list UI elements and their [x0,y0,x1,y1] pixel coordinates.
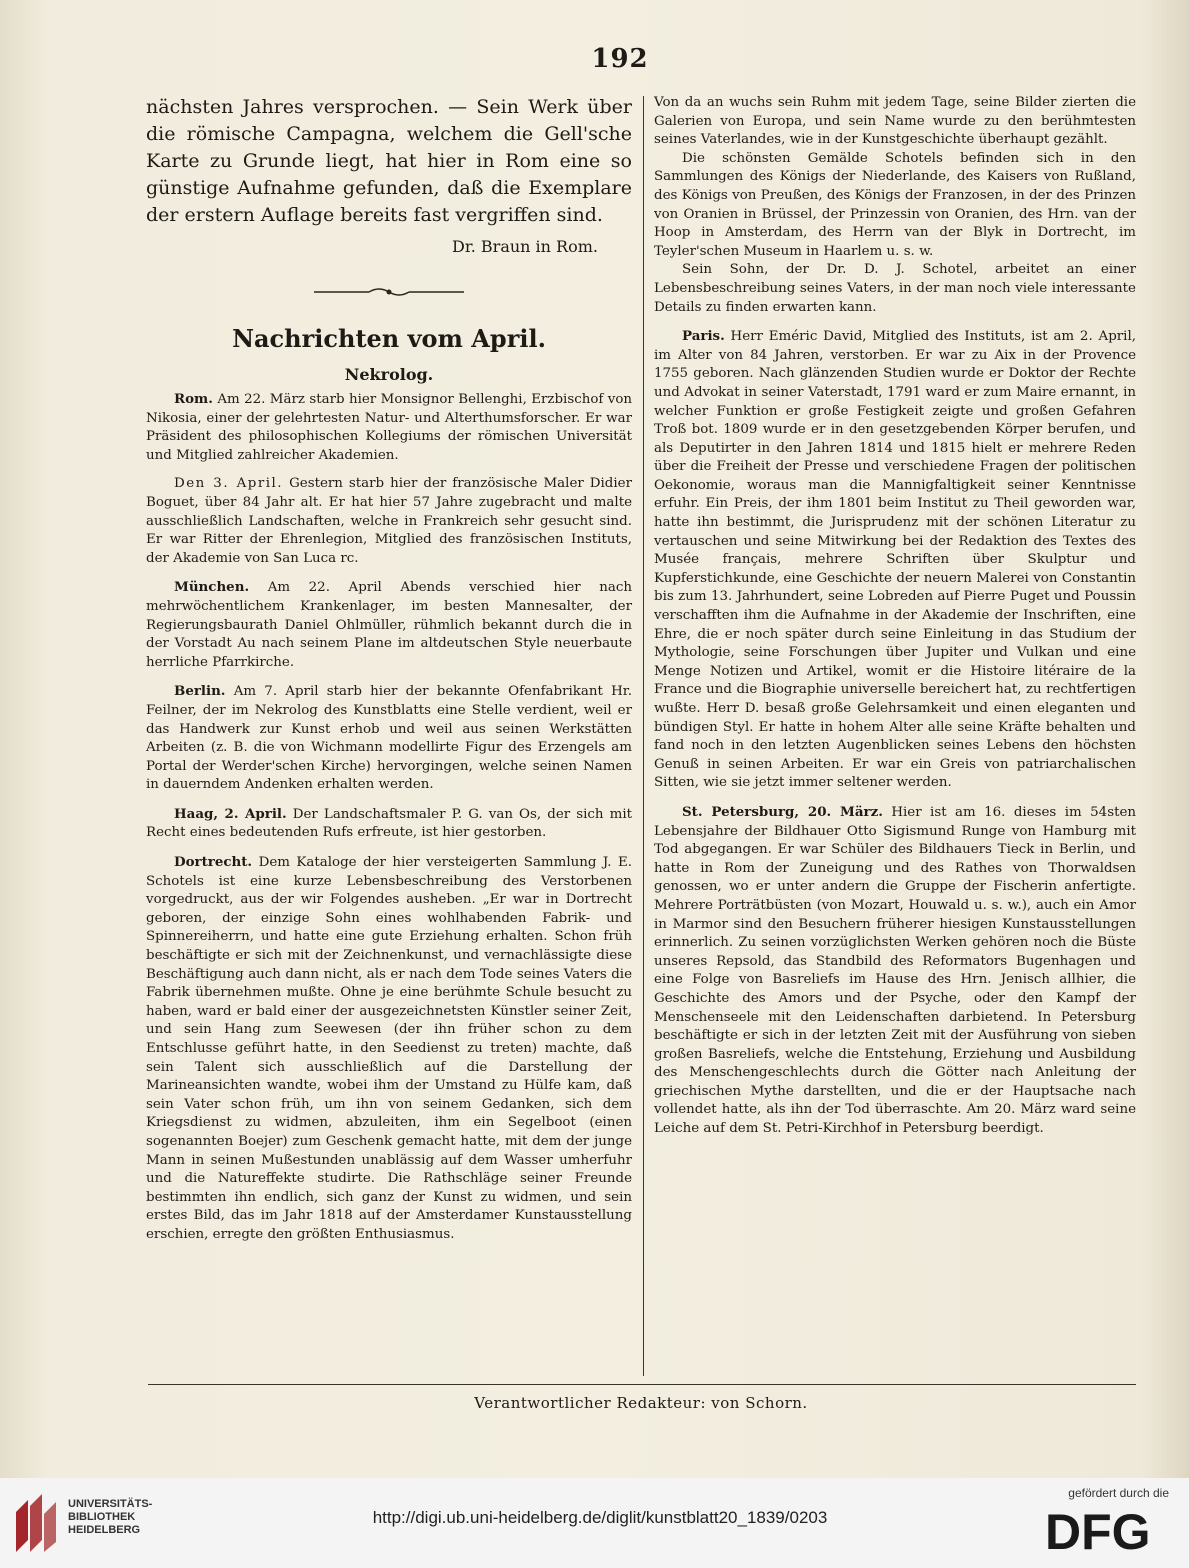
entry-place: München. [174,579,250,596]
section-headline: Nachrichten vom April. [232,324,546,353]
entry-text: Am 7. April starb hier der bekannte Ofenfabrikant Hr. Feilner, der im Nekrolog des Kunstblatts eine Stelle verdient, weil er das Handwerk zur Kunst erhob und weil aus seinen Werkstätten Arbeiten (z. B. die von Wichmann modellirte Figur des Erzengels am Portal der Werder'schen Kirche) hervorgingen, welche seinen Namen in dauerndem Andenken erhalten werden. [146,684,632,793]
editor-line: Verantwortlicher Redakteur: von Schorn. [474,1394,808,1412]
column-divider [643,96,644,1376]
necrology-entry [146,682,632,795]
entry-place: Dortrecht. [174,854,253,871]
ornament-divider-icon [314,286,464,298]
sponsor-label: gefördert durch die [1068,1486,1169,1500]
necrology-entry [146,805,632,843]
footer-rule [148,1384,1136,1385]
entry-place: Haag, 2. April. [174,805,287,822]
paragraph-text: Die schönsten Gemälde Schotels befinden sich in den Sammlungen des Königs der Niederlande, des Kaisers von Rußland, des Königs von Preußen, des Königs der Franzosen, in der des Prinzen von Oranien in Brüssel, der Prinzessin von Oranien, des Hrn. van der Hoop in Amsterdam, des Herrn van der Blyk in Dortrecht, im Teyler'schen Museum in Haarlem u. s. w. [654,150,1136,259]
necrology-entry [146,853,632,1244]
necrology-entry [146,578,632,672]
necrology-entry [146,390,632,465]
entry-text: Am 22. März starb hier Monsignor Bellenghi, Erzbischof von Nikosia, einer der gelehrtesten Natur- und Alterthumsforscher. Er war Präsident des philosophischen Kollegiums der römischen Universität und Mitglied zahlreicher Akademien. [146,392,633,463]
dfg-logo-icon[interactable] [1043,1506,1171,1554]
right-paragraph [654,261,1136,317]
paragraph-text: Hier ist am 16. dieses im 54sten Lebensjahre der Bildhauer Otto Sigismund Runge von Hamburg mit Tod abgegangen. Er war Schüler des Bildhauers Tieck in Berlin, und hatte in Rom der Zuneigung und des Rathes von Thorwaldsen genossen, wo er unter andern die Gruppe der Fischerin anfertigte. Mehrere Porträtbüsten (von Mozart, Houwald u. s. w.), auch ein Amor in Marmor sind den Besuchern früherer hiesigen Kunstausstellungen erinnerlich. Zu seinen vorzüglichsten Werken gehören noch die Büste unseres Repsold, das Standbild des Reformators Bugenhagen und eine Folge von Basreliefs im Hause des Hrn. Jenisch allhier, die Geschichte des Amors und der Psyche, oder den Kampf der Menschenseele mit den Leidenschaften darbietend. In Petersburg beschäftigte er sich in der letzten Zeit mit der Ausführung von sieben großen Basreliefs, welche die Entstehung, Erziehung und Ausbildung des Menschengeschlechts durch die Götter nach Anleitung der griechischen Mythe darstellten, und die er der Hauptsache nach vollendet hatte, als ihn der Tod überraschte. Am 20. März ward seine Leiche auf dem St. Petri-Kirchhof in Petersburg beerdigt. [654,804,1136,1137]
entry-text: Der Landschaftsmaler P. G. van Os, der sich mit Recht eines bedeutenden Rufs erfreute, ist hier gestorben. [146,806,632,841]
entry-text: Gestern starb hier der französische Maler Didier Boguet, über 84 Jahr alt. Er hat hier 57 Jahre zugebracht und malte ausschließlich Landschaften, welche in Frankreich sehr gesucht sind. Er war Ritter der Ehrenlegion, Mitglied des französischen Instituts, der Akademie von San Luca rc. [146,476,632,566]
permalink-url[interactable]: http://digi.ub.uni-heidelberg.de/diglit/kunstblatt20_1839/0203 [372,1508,828,1527]
university-seal-icon [12,1492,62,1554]
university-name: UNIVERSITÄTS- BIBLIOTHEK HEIDELBERG [68,1498,153,1536]
paragraph-text: Von da an wuchs sein Ruhm mit jedem Tage, seine Bilder zierten die Galerien von Europa, und sein Name wurde zu den berühmtesten seines Vaterlandes, wie in der Kunstgeschichte überhaupt gezählt. [654,95,1136,148]
signature: Dr. Braun in Rom. [452,237,598,256]
page-number: 192 [591,44,649,74]
entry-text: Dem Kataloge der hier versteigerten Sammlung J. E. Schotels ist eine kurze Lebensbeschreibung des Verstorbenen vorgedruckt, aus der wir Folgendes ausheben. „Er war in Dortrecht geboren, der einzige Sohn eines wohlhabenden Fabrik- und Spinnereiherrn, und hatte eine gute Erziehung erhalten. Schon früh beschäftigte er sich mit der Zeichnenkunst, und vernachlässigte diese Beschäftigung auch dann nicht, als er nach dem Tode seines Vaters die Fabrik übernehmen mußte. Ohne je eine berühmte Schule besucht zu haben, ward er bald einer der ausgezeichnetsten Künstler seiner Zeit, und sein Hang zum Seewesen (der ihn früher schon zu dem Entschlusse geführt hatte, in den Seedienst zu treten) machte, daß sein Talent sich ausschließlich auf die Darstellung der Marineansichten wandte, wobei ihm der Umstand zu Hülfe kam, daß sein Vater schon früh, um ihn von seinem Gedanken, sich dem Kriegsdienst zu widmen, abzuleiten, ihm ein Segelboot (einen sogenannten Boejer) zum Geschenk gemacht hatte, mit dem der junge Mann in seinen Mußestunden unablässig auf dem Wasser umherfuhr und die Natureffekte studirte. Die Rathschläge seiner Freunde bestimmten ihn endlich, sich ganz der Kunst zu widmen, und sein erstes Bild, das im Jahr 1818 auf der Amsterdamer Kunstausstellung erschien, erregte den größten Enthusiasmus. [146,855,632,1242]
entry-text: Am 22. April Abends verschied hier nach mehrwöchentlichem Krankenlager, im besten Mannesalter, der Regierungsbaurath Daniel Ohlmüller, rühmlich bekannt durch die in der Vorstadt Au nach seinem Plane im altdeutschen Style neuerbaute herrliche Pfarrkirche. [146,580,632,670]
intro-paragraph: nächsten Jahres versprochen. — Sein Werk über die römische Campagna, welchem die Gell'sche Karte zu Grunde liegt, hat hier in Rom eine so günstige Aufnahme gefunden, daß die Exemplare der erstern Auflage bereits fast vergriffen sind. [146,96,632,226]
entry-place: Den 3. April. [174,476,284,492]
left-column [146,94,632,1245]
right-paragraph [654,327,1136,793]
entry-place: Rom. [174,391,213,407]
dfg-logo-text: DFG [1045,1506,1151,1554]
paragraph-place: St. Petersburg, 20. März. [682,803,883,820]
section-subhead: Nekrolog. [344,365,434,384]
entry-place: Berlin. [174,683,226,700]
right-paragraph [654,94,1136,150]
paragraph-text: Sein Sohn, der Dr. D. J. Schotel, arbeitet an einer Lebensbeschreibung seines Vaters, in der man noch viele interessante Details zu finden erwarten kann. [654,262,1136,315]
right-paragraph [654,150,1136,262]
library-footer-bar [0,1478,1189,1568]
paragraph-text: Herr Eméric David, Mitglied des Instituts, ist am 2. April, im Alter von 84 Jahren, verstorben. Er war zu Aix in der Provence 1755 geboren. Nach glänzenden Studien wurde er Doktor der Rechte und Advokat in seiner Vaterstadt, 1791 ward er zum Maire ernannt, in welcher Funktion er große Festigkeit zeigte und großen Gefahren Troß bot. 1809 wurde er in den gesetzgebenden Körper berufen, und als Deputirter in den Jahren 1814 und 1815 hielt er mehrere Reden über die Freiheit der Presse und verschiedene Fragen der politischen Oekonomie, woraus man die Mannigfaltigkeit seiner Kenntnisse erfuhr. Ein Preis, der ihm 1801 beim Institut zu Theil geworden war, hatte ihn bestimmt, die Jurisprudenz mit der schönen Literatur zu vertauschen und seine Mitwirkung bei der Redaktion des Textes des Musée français, mehrere Schriften über Skulptur und Kupferstichkunde, eine Geschichte der neuern Malerei von Constantin bis zum 13. Jahrhundert, seine Lobreden auf Pierre Puget und Poussin verschafften ihm die Aufnahme in der Akademie der Inschriften, eine Ehre, die er noch später durch seine Einleitung in das Studium der Mythologie, seine Forschungen über Jupiter und Vulkan und eine Menge Notizen und Artikel, womit er die Histoire litéraire de la France und die Biographie universelle bereichert hat, zu rechtfertigen wußte. Herr D. besaß große Gelehrsamkeit und einen eleganten und bündigen Styl. Er hatte in hohem Alter alle seine Kräfte behalten und fand noch in den letzten Augenblicken seines Lebens den höchsten Genuß in seinen Arbeiten. Er war ein Greis von patriarchalischen Sitten, wie sie jetzt immer seltener werden. [654,329,1136,791]
paragraph-place: Paris. [682,328,725,345]
right-column [654,94,1136,1139]
right-paragraph [654,803,1136,1139]
necrology-entries [146,390,632,1245]
necrology-entry [146,475,632,568]
